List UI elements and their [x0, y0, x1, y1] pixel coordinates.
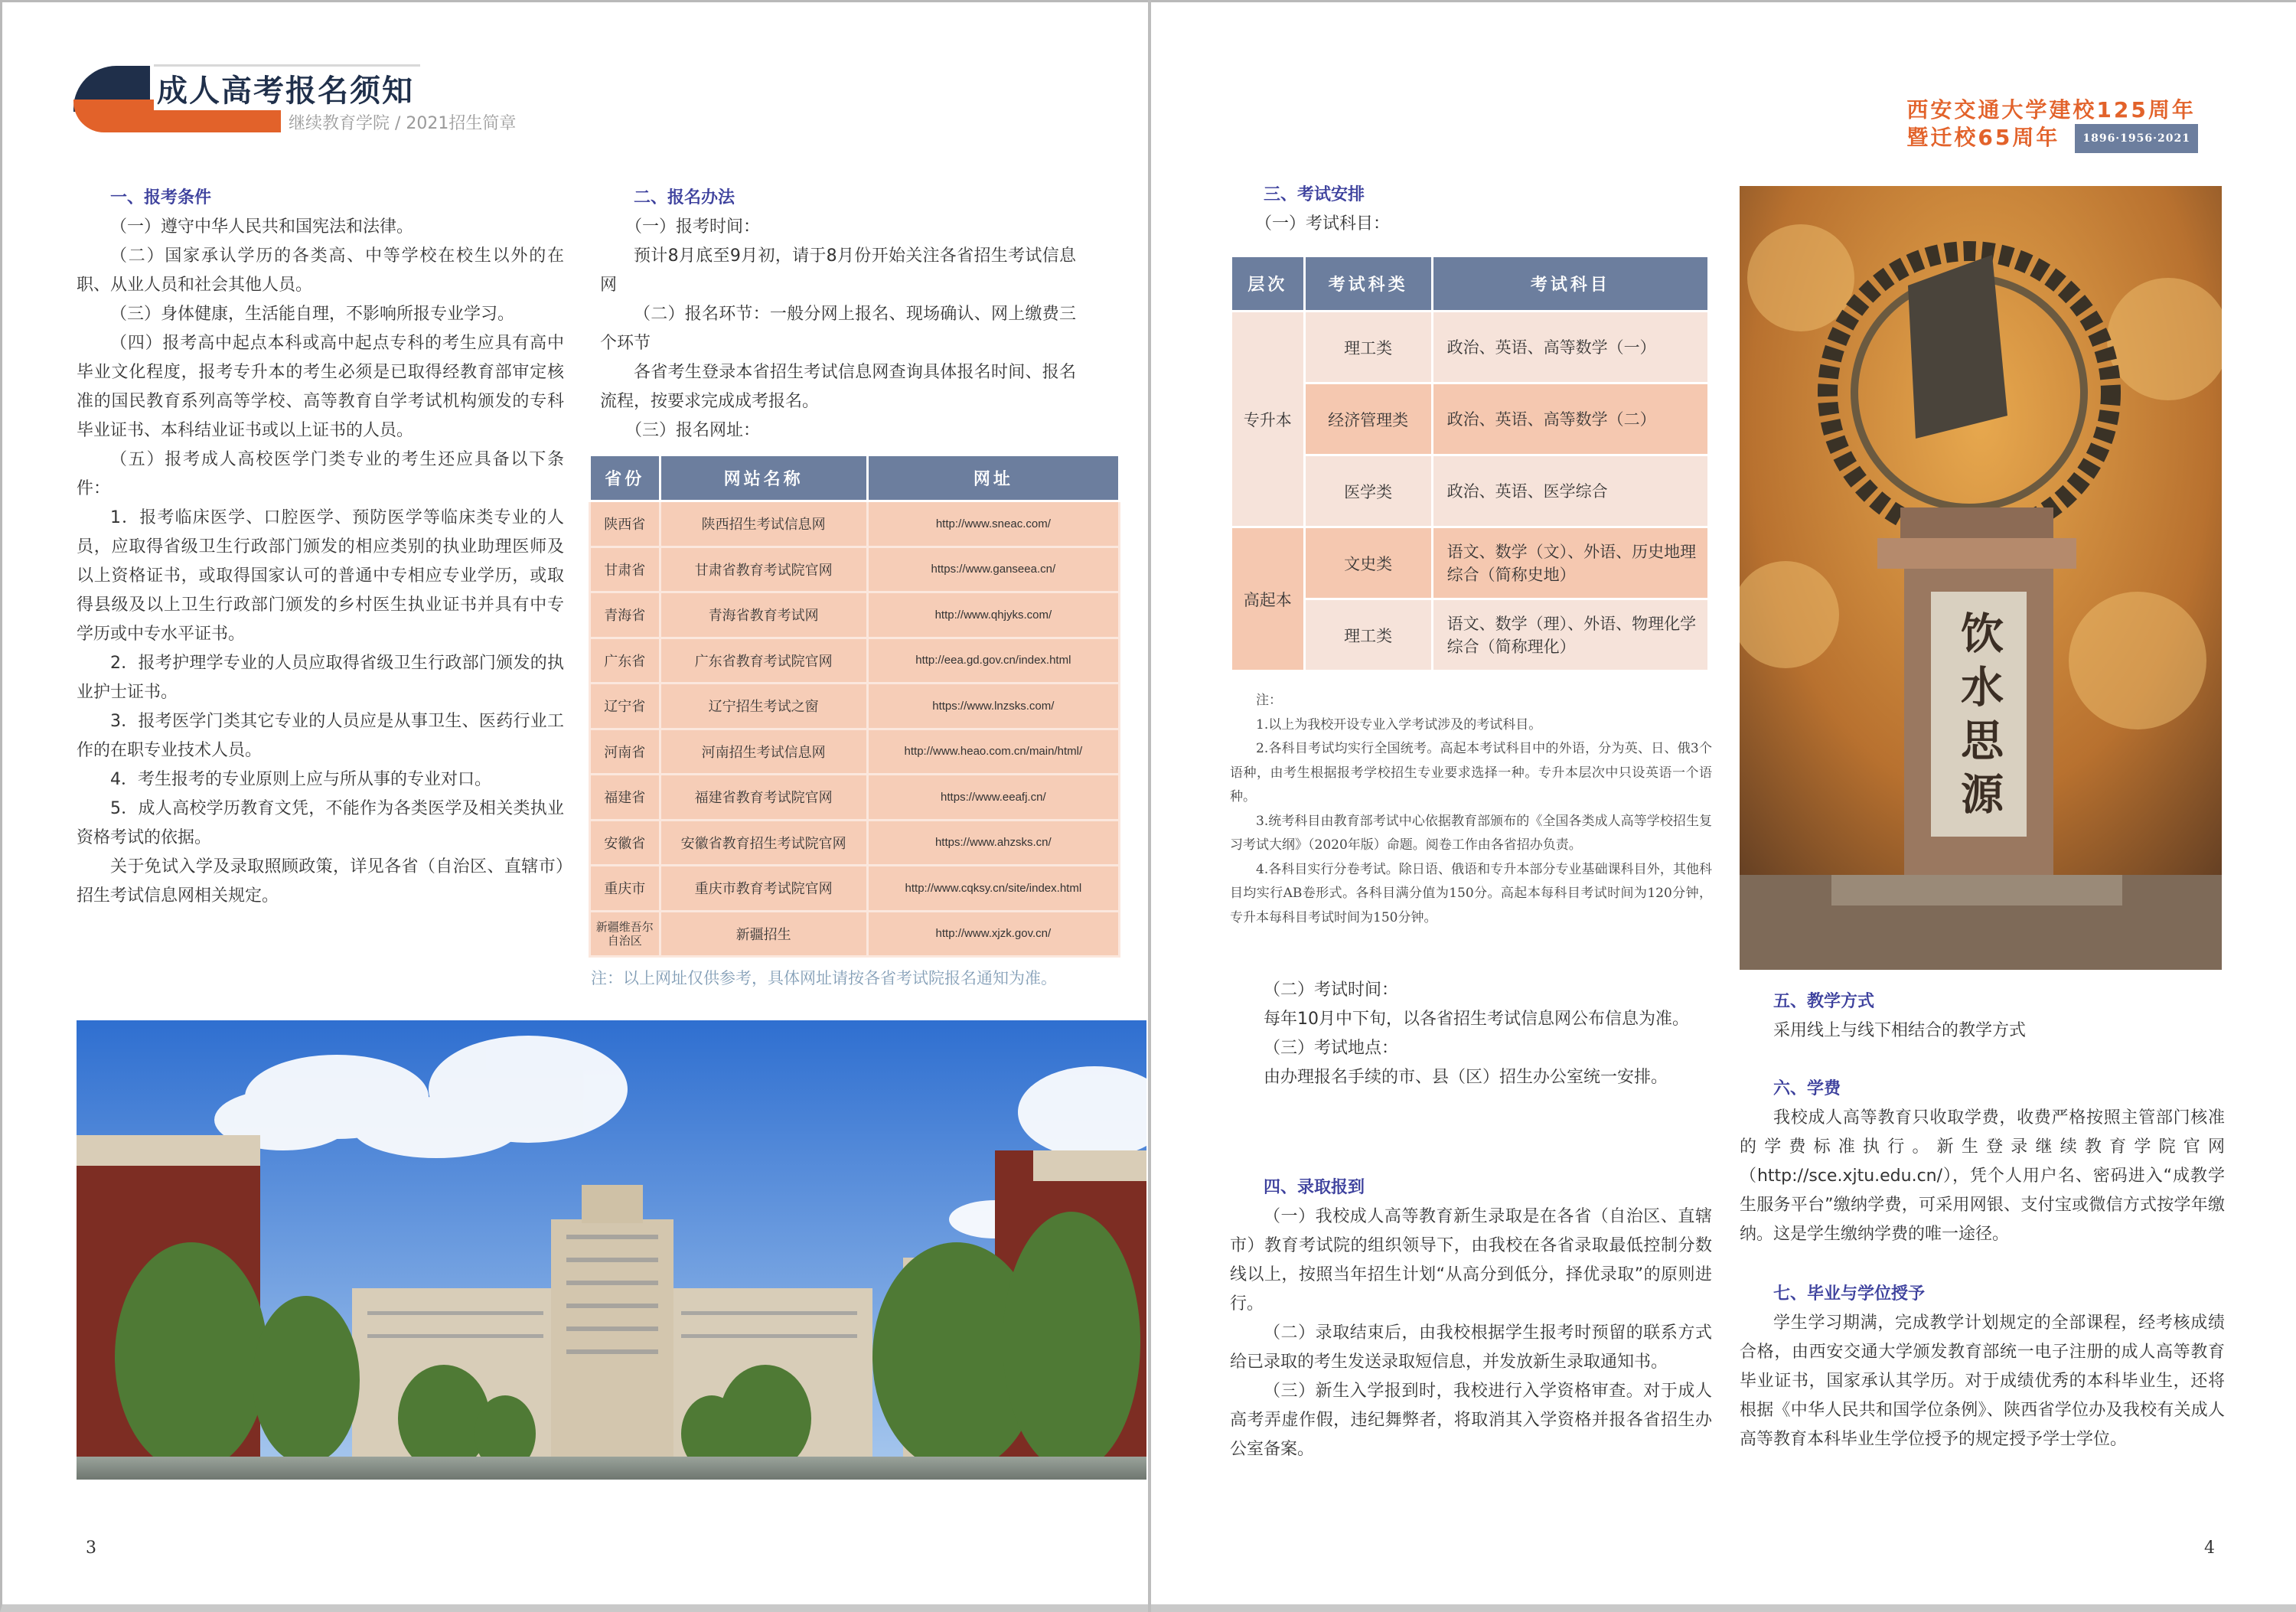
category-cell: 医学类: [1304, 455, 1432, 527]
site-name-cell: 陕西招生考试信息网: [660, 501, 867, 547]
monument-inscription: 饮水思源: [1954, 611, 2004, 825]
section-graduation-degree: [1740, 1280, 2225, 1454]
column-header: 考试科类: [1304, 256, 1432, 312]
paragraph: 2．报考护理学专业的人员应取得省级卫生行政部门颁发的执业护士证书。: [77, 654, 564, 702]
monument-photo: [1740, 186, 2222, 970]
section-teaching-mode: [1740, 987, 2225, 1046]
province-cell: 河南省: [590, 729, 660, 775]
page-subtitle: 继续教育学院 / 2021招生简章: [289, 114, 517, 133]
url-cell[interactable]: https://www.eeafj.cn/: [867, 775, 1119, 821]
exam-time-place: [1230, 976, 1712, 1092]
subheading: （三）报名网址：: [625, 421, 761, 440]
table-row: [590, 684, 1120, 729]
paragraph: （一）我校成人高等教育新生录取是在各省（自治区、直辖市）教育考试院的组织领导下，由我校在各省录取最低控制分数线以上，按照当年招生计划“从高分到低分，择优录取”的原则进行。: [1230, 1207, 1712, 1313]
url-cell[interactable]: http://www.qhjyks.com/: [867, 592, 1119, 638]
paragraph: （四）报考高中起点本科或高中起点专科的考生应具有高中毕业文化程度，报考专升本的考生必须是已取得经教育部审定核准的国民教育系列高等学校、高等教育自学考试机构颁发的专科毕业证书、本科结业证书或以上证书的人员。: [77, 334, 564, 440]
paragraph: 每年10月中下旬，以各省招生考试信息网公布信息为准。: [1264, 1010, 1689, 1029]
table-row: [590, 501, 1120, 547]
note: 4.各科目实行分卷考试。除日语、俄语和专升本部分专业基础课科目外，其他科目均实行AB卷形式。各科目满分值为150分。高起本每科目考试时间为120分钟，专升本每科目考试时间为150分钟。: [1230, 861, 1712, 925]
page-spine: [1148, 0, 1151, 1612]
paragraph: 采用线上与线下相结合的教学方式: [1773, 1021, 2027, 1040]
anniversary-banner: [1906, 96, 2198, 153]
table-header-row: [1231, 256, 1709, 312]
table-row: [1231, 527, 1709, 599]
column-header: 层次: [1231, 256, 1305, 312]
notes-label: 注：: [1256, 693, 1282, 708]
province-cell: 福建省: [590, 775, 660, 821]
table-row: [590, 729, 1120, 775]
exam-subjects-table: [1230, 255, 1710, 672]
column-header: 考试科目: [1432, 256, 1708, 312]
paragraph: 3．报考医学门类其它专业的人员应是从事卫生、医药行业工作的在职专业技术人员。: [77, 712, 564, 760]
table-row: [590, 638, 1120, 684]
paragraph: （二）录取结束后，由我校根据学生报考时预留的联系方式给已录取的考生发送录取短信息，并发放新生录取通知书。: [1230, 1323, 1712, 1372]
site-name-cell: 重庆市教育考试院官网: [660, 866, 867, 912]
site-name-cell: 河南招生考试信息网: [660, 729, 867, 775]
paragraph: 学生学习期满，完成教学计划规定的全部课程，经考核成绩合格，由西安交通大学颁发教育部统一电子注册的成人高等教育毕业证书，国家承认其学历。对于成绩优秀的本科毕业生，还将根据《中华人民共和国学位条例》、陕西省学位办及我校有关成人高等教育本科毕业生学位授予的规定授予学士学位。: [1740, 1313, 2225, 1449]
campus-image: [77, 1020, 1146, 1480]
section-heading: 一、报考条件: [110, 188, 212, 207]
page-title: 成人高考报名须知: [154, 64, 420, 110]
banner-line-1: 西安交通大学建校125周年: [1906, 97, 2196, 122]
paragraph: 4．考生报考的专业原则上应与所从事的专业对口。: [110, 770, 491, 789]
url-cell[interactable]: http://www.xjzk.gov.cn/: [867, 911, 1119, 957]
banner-years-badge: 1896·1956·2021: [2075, 124, 2198, 153]
level-cell: 专升本: [1231, 312, 1305, 527]
category-cell: 理工类: [1304, 312, 1432, 383]
subheading: （一）报考时间：: [625, 217, 761, 237]
subheading: （二）考试时间：: [1264, 981, 1399, 1000]
section-heading: 六、学费: [1773, 1079, 1841, 1098]
section-admission: [1230, 1173, 1712, 1464]
province-cell: 安徽省: [590, 820, 660, 866]
page-number: 3: [86, 1539, 96, 1558]
site-name-cell: 青海省教育考试网: [660, 592, 867, 638]
note: 1.以上为我校开设专业入学考试涉及的考试科目。: [1256, 716, 1542, 733]
url-cell[interactable]: http://www.sneac.com/: [867, 501, 1119, 547]
page-number: 4: [2204, 1539, 2215, 1558]
site-name-cell: 福建省教育考试院官网: [660, 775, 867, 821]
province-cell: 陕西省: [590, 501, 660, 547]
paragraph: （三）新生入学报到时，我校进行入学资格审查。对于成人高考弄虚作假，违纪舞弊者，将取消其入学资格并报各省招生办公室备案。: [1230, 1382, 1712, 1459]
banner-line-2: [1906, 124, 2198, 153]
table-row: [590, 911, 1120, 957]
column-header: 网站名称: [660, 455, 867, 501]
note: 2.各科目考试均实行全国统考。高起本考试科目中的外语，分为英、日、俄3个语种，由考生根据报考学校招生专业要求选择一种。专升本层次中只设英语一个语种。: [1230, 741, 1712, 804]
paragraph: （一）遵守中华人民共和国宪法和法律。: [110, 217, 414, 237]
category-cell: 经济管理类: [1304, 383, 1432, 455]
province-cell: 新疆维吾尔自治区: [590, 911, 660, 957]
subjects-cell: 政治、英语、医学综合: [1432, 455, 1708, 527]
section-heading: 七、毕业与学位授予: [1773, 1284, 1926, 1304]
paragraph: （二）报名环节：一般分网上报名、现场确认、网上缴费三个环节: [600, 305, 1076, 353]
section-heading: 五、教学方式: [1773, 992, 1875, 1011]
column-header: 网址: [867, 455, 1119, 501]
table-note: 注：以上网址仅供参考，具体网址请按各省考试院报名通知为准。: [591, 969, 1057, 987]
subjects-cell: 语文、数学（文）、外语、历史地理综合（简称史地）: [1432, 527, 1708, 599]
subjects-cell: 语文、数学（理）、外语、物理化学综合（简称理化）: [1432, 599, 1708, 671]
paragraph: 关于免试入学及录取照顾政策，详见各省（自治区、直辖市）招生考试信息网相关规定。: [77, 857, 564, 906]
table-row: [590, 866, 1120, 912]
province-cell: 辽宁省: [590, 684, 660, 729]
section-heading: 二、报名办法: [634, 188, 735, 207]
province-cell: 甘肃省: [590, 547, 660, 592]
banner-line-2-text: 暨迁校65周年: [1906, 125, 2060, 150]
site-name-cell: 安徽省教育招生考试院官网: [660, 820, 867, 866]
paragraph: 5．成人高校学历教育文凭，不能作为各类医学及相关类执业资格考试的依据。: [77, 799, 564, 847]
campus-photo: [77, 1020, 1146, 1480]
province-cell: 广东省: [590, 638, 660, 684]
note: 3.统考科目由教育部考试中心依据教育部颁布的《全国各类成人高等学校招生复习考试大纲》（2020年版）命题。阅卷工作由各省招办负责。: [1230, 813, 1712, 853]
subheading: （一）考试科目：: [1255, 214, 1391, 233]
table-row: [590, 820, 1120, 866]
province-cell: 青海省: [590, 592, 660, 638]
section-tuition: [1740, 1075, 2225, 1249]
paragraph: 由办理报名手续的市、县（区）招生办公室统一安排。: [1264, 1068, 1668, 1087]
url-cell[interactable]: http://www.cqksy.cn/site/index.html: [867, 866, 1119, 912]
registration-url-table: [589, 454, 1120, 958]
level-cell: 高起本: [1231, 527, 1305, 671]
site-name-cell: 广东省教育考试院官网: [660, 638, 867, 684]
paragraph: （五）报考成人高校医学门类专业的考生还应具备以下条件：: [77, 450, 564, 498]
url-cell[interactable]: https://www.ahzsks.cn/: [867, 820, 1119, 866]
table-row: [590, 775, 1120, 821]
url-cell[interactable]: http://eea.gd.gov.cn/index.html: [867, 638, 1119, 684]
table-row: [1231, 312, 1709, 383]
section-registration-conditions: [77, 184, 564, 911]
paragraph: （二）国家承认学历的各类高、中等学校在校生以外的在职、从业人员和社会其他人员。: [77, 246, 564, 295]
category-cell: 文史类: [1304, 527, 1432, 599]
url-cell[interactable]: https://www.lnzsks.com/: [867, 684, 1119, 729]
url-cell[interactable]: https://www.ganseea.cn/: [867, 547, 1119, 592]
section-heading: 四、录取报到: [1264, 1178, 1365, 1197]
section-exam-arrangement: [1230, 181, 1712, 239]
url-cell[interactable]: http://www.heao.com.cn/main/html/: [867, 729, 1119, 775]
paragraph: （三）身体健康，生活能自理，不影响所报专业学习。: [110, 305, 515, 324]
table-header-row: [590, 455, 1120, 501]
section-heading: 三、考试安排: [1264, 185, 1365, 204]
table-row: [590, 592, 1120, 638]
paragraph: 我校成人高等教育只收取学费，收费严格按照主管部门核准的学费标准执行。新生登录继续教育学院官网（http://sce.xjtu.edu.cn/），凭个人用户名、密码进入“成教学生服务平台”缴纳学费，可采用网银、支付宝或微信方式按学年缴纳。这是学生缴纳学费的唯一途径。: [1740, 1108, 2225, 1244]
site-name-cell: 甘肃省教育考试院官网: [660, 547, 867, 592]
site-name-cell: 新疆招生: [660, 911, 867, 957]
subheading: （三）考试地点：: [1264, 1039, 1399, 1058]
site-name-cell: 辽宁招生考试之窗: [660, 684, 867, 729]
subjects-cell: 政治、英语、高等数学（一）: [1432, 312, 1708, 383]
section-registration-method: [600, 184, 1076, 445]
paragraph: 1．报考临床医学、口腔医学、预防医学等临床类专业的人员，应取得省级卫生行政部门颁发的相应类别的执业助理医师及以上资格证书，或取得国家认可的普通中专相应专业学历，或取得县级及以上卫生行政部门颁发的乡村医生执业证书并具有中专学历或中专水平证书。: [77, 508, 564, 644]
column-header: 省份: [590, 455, 660, 501]
category-cell: 理工类: [1304, 599, 1432, 671]
paragraph: 各省考生登录本省招生考试信息网查询具体报名时间、报名流程，按要求完成成考报名。: [600, 363, 1076, 411]
table-row: [590, 547, 1120, 592]
exam-notes: [1230, 689, 1712, 930]
subjects-cell: 政治、英语、高等数学（二）: [1432, 383, 1708, 455]
province-cell: 重庆市: [590, 866, 660, 912]
monument-image: [1740, 186, 2222, 970]
paragraph: 预计8月底至9月初，请于8月份开始关注各省招生考试信息网: [600, 246, 1076, 295]
